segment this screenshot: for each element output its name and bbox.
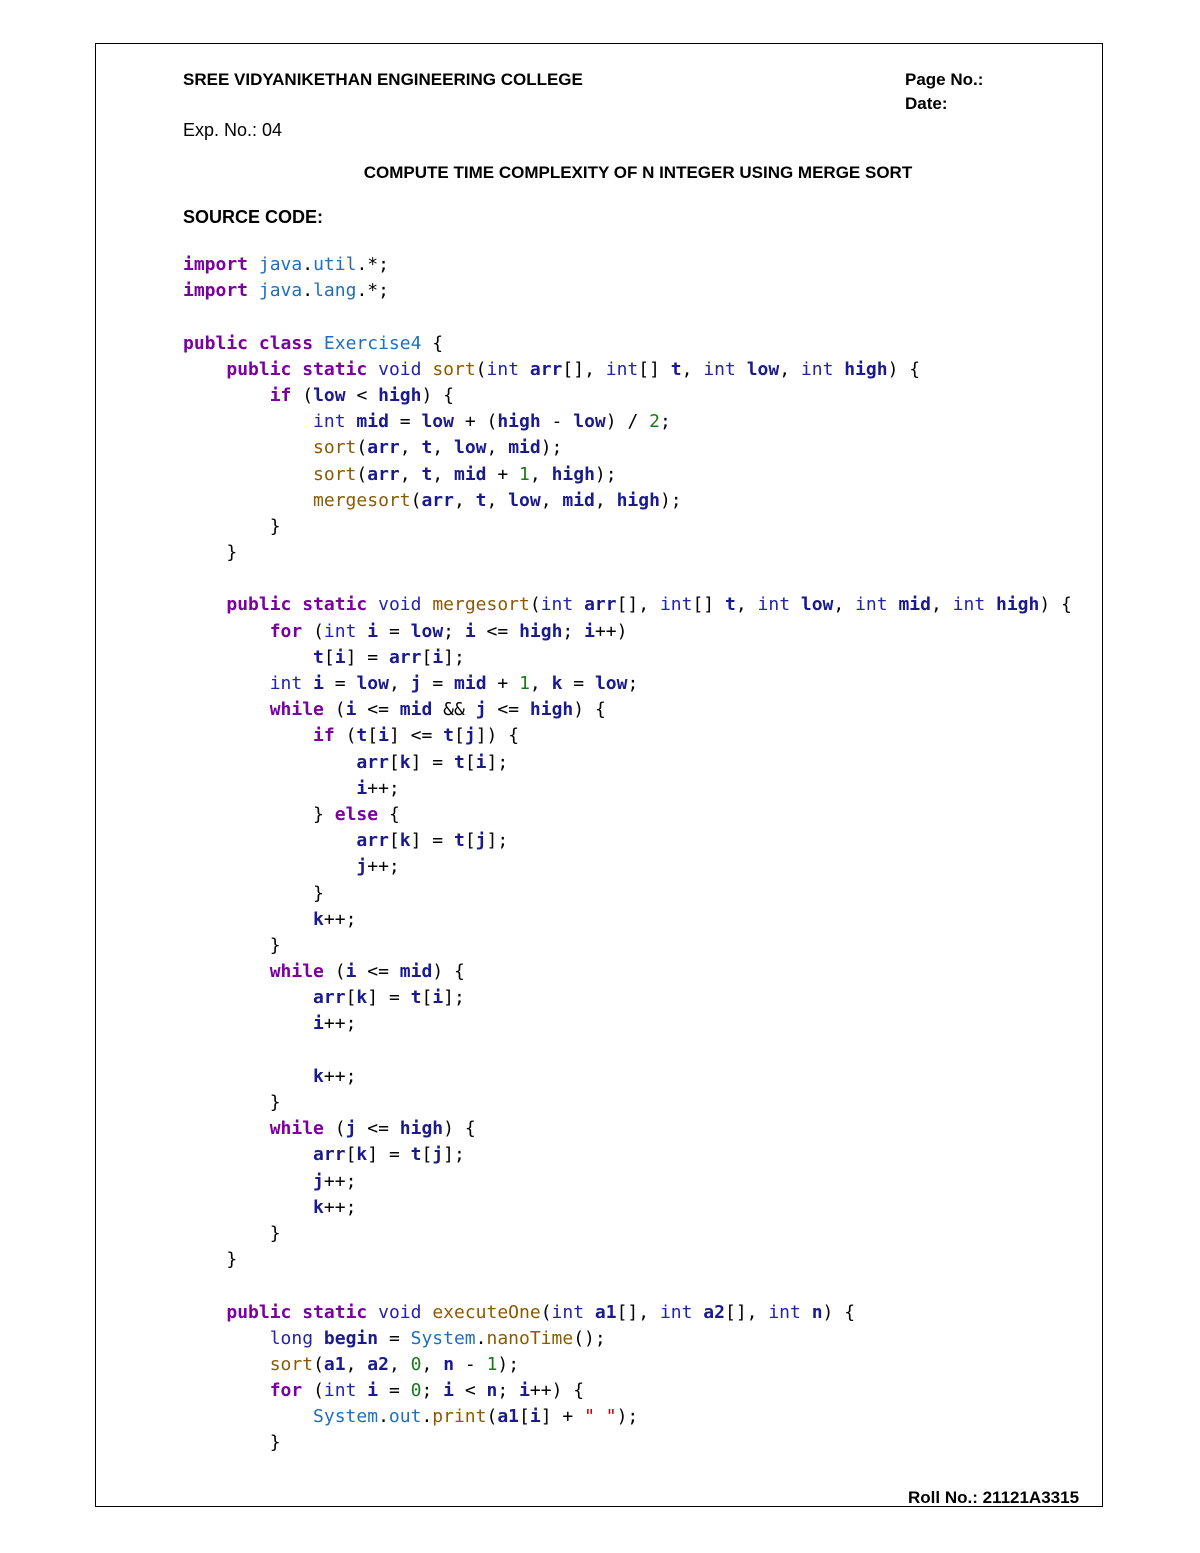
code-line: } else { xyxy=(313,803,400,825)
code-line xyxy=(183,304,1072,330)
code-line xyxy=(183,566,1072,592)
code-line: while (i <= mid) { xyxy=(269,961,465,983)
code-line xyxy=(183,1038,1072,1064)
code-line: } xyxy=(269,1092,281,1113)
code-line: k++; xyxy=(313,1196,357,1218)
experiment-number: Exp. No.: 04 xyxy=(183,120,283,140)
code-line: sort(a1, a2, 0, n - 1); xyxy=(269,1353,520,1375)
code-line: public static void mergesort(int arr[], int[] t, int low, int mid, int high) { xyxy=(226,594,1072,616)
code-line: public class Exercise4 { xyxy=(183,332,444,354)
code-line: } xyxy=(269,1432,281,1454)
code-line: public static void executeOne(int a1[], int a2[], int n) { xyxy=(226,1301,856,1323)
code-line: import java.util.*; xyxy=(183,254,389,275)
code-line: arr[k] = t[i]; xyxy=(356,751,509,773)
code-line: } xyxy=(269,934,281,956)
code-line xyxy=(183,1273,1072,1299)
code-line: } xyxy=(269,515,281,537)
code-line: while (i <= mid && j <= high) { xyxy=(269,699,606,721)
code-line: import java.lang.*; xyxy=(183,280,389,302)
code-line: j++; xyxy=(313,1170,357,1192)
code-line: sort(arr, t, low, mid); xyxy=(313,437,563,459)
code-line: if (t[i] <= t[j]) { xyxy=(313,725,520,747)
source-code-label: SOURCE CODE: xyxy=(183,207,324,227)
code-line: i++; xyxy=(356,777,400,799)
code-line: arr[k] = t[j]; xyxy=(356,830,509,852)
page-no-label: Page No.: xyxy=(905,70,984,89)
code-line: public static void sort(int arr[], int[] t, int low, int high) { xyxy=(226,358,921,380)
code-line: long begin = System.nanoTime(); xyxy=(269,1327,606,1349)
code-line: if (low < high) { xyxy=(269,384,455,406)
code-line: } xyxy=(269,1222,281,1244)
code-line: arr[k] = t[i]; xyxy=(313,987,465,1009)
code-line: } xyxy=(226,1249,238,1271)
roll-number: Roll No.: 21121A3315 xyxy=(908,1488,1080,1507)
code-line: } xyxy=(226,542,238,564)
code-line: arr[k] = t[j]; xyxy=(313,1144,465,1166)
code-line: System.out.print(a1[i] + " "); xyxy=(313,1406,639,1428)
code-line: while (j <= high) { xyxy=(269,1118,476,1140)
college-name: SREE VIDYANIKETHAN ENGINEERING COLLEGE xyxy=(183,70,583,89)
code-line: k++; xyxy=(313,908,357,930)
code-line: mergesort(arr, t, low, mid, high); xyxy=(313,489,682,511)
code-line: j++; xyxy=(356,856,400,878)
code-line: t[i] = arr[i]; xyxy=(313,646,465,668)
code-line: k++; xyxy=(313,1065,357,1087)
code-line: i++; xyxy=(313,1013,357,1035)
code-line: sort(arr, t, mid + 1, high); xyxy=(313,463,617,485)
code-line: int mid = low + (high - low) / 2; xyxy=(313,411,671,433)
code-line: int i = low, j = mid + 1, k = low; xyxy=(269,673,639,694)
date-label: Date: xyxy=(905,94,948,113)
code-line: for (int i = 0; i < n; i++) { xyxy=(269,1380,585,1402)
document-title: COMPUTE TIME COMPLEXITY OF N INTEGER USING MERGE SORT xyxy=(363,163,913,182)
code-line: } xyxy=(313,882,324,904)
code-line: for (int i = low; i <= high; i++) xyxy=(269,620,628,642)
source-code-block xyxy=(183,252,1072,1457)
